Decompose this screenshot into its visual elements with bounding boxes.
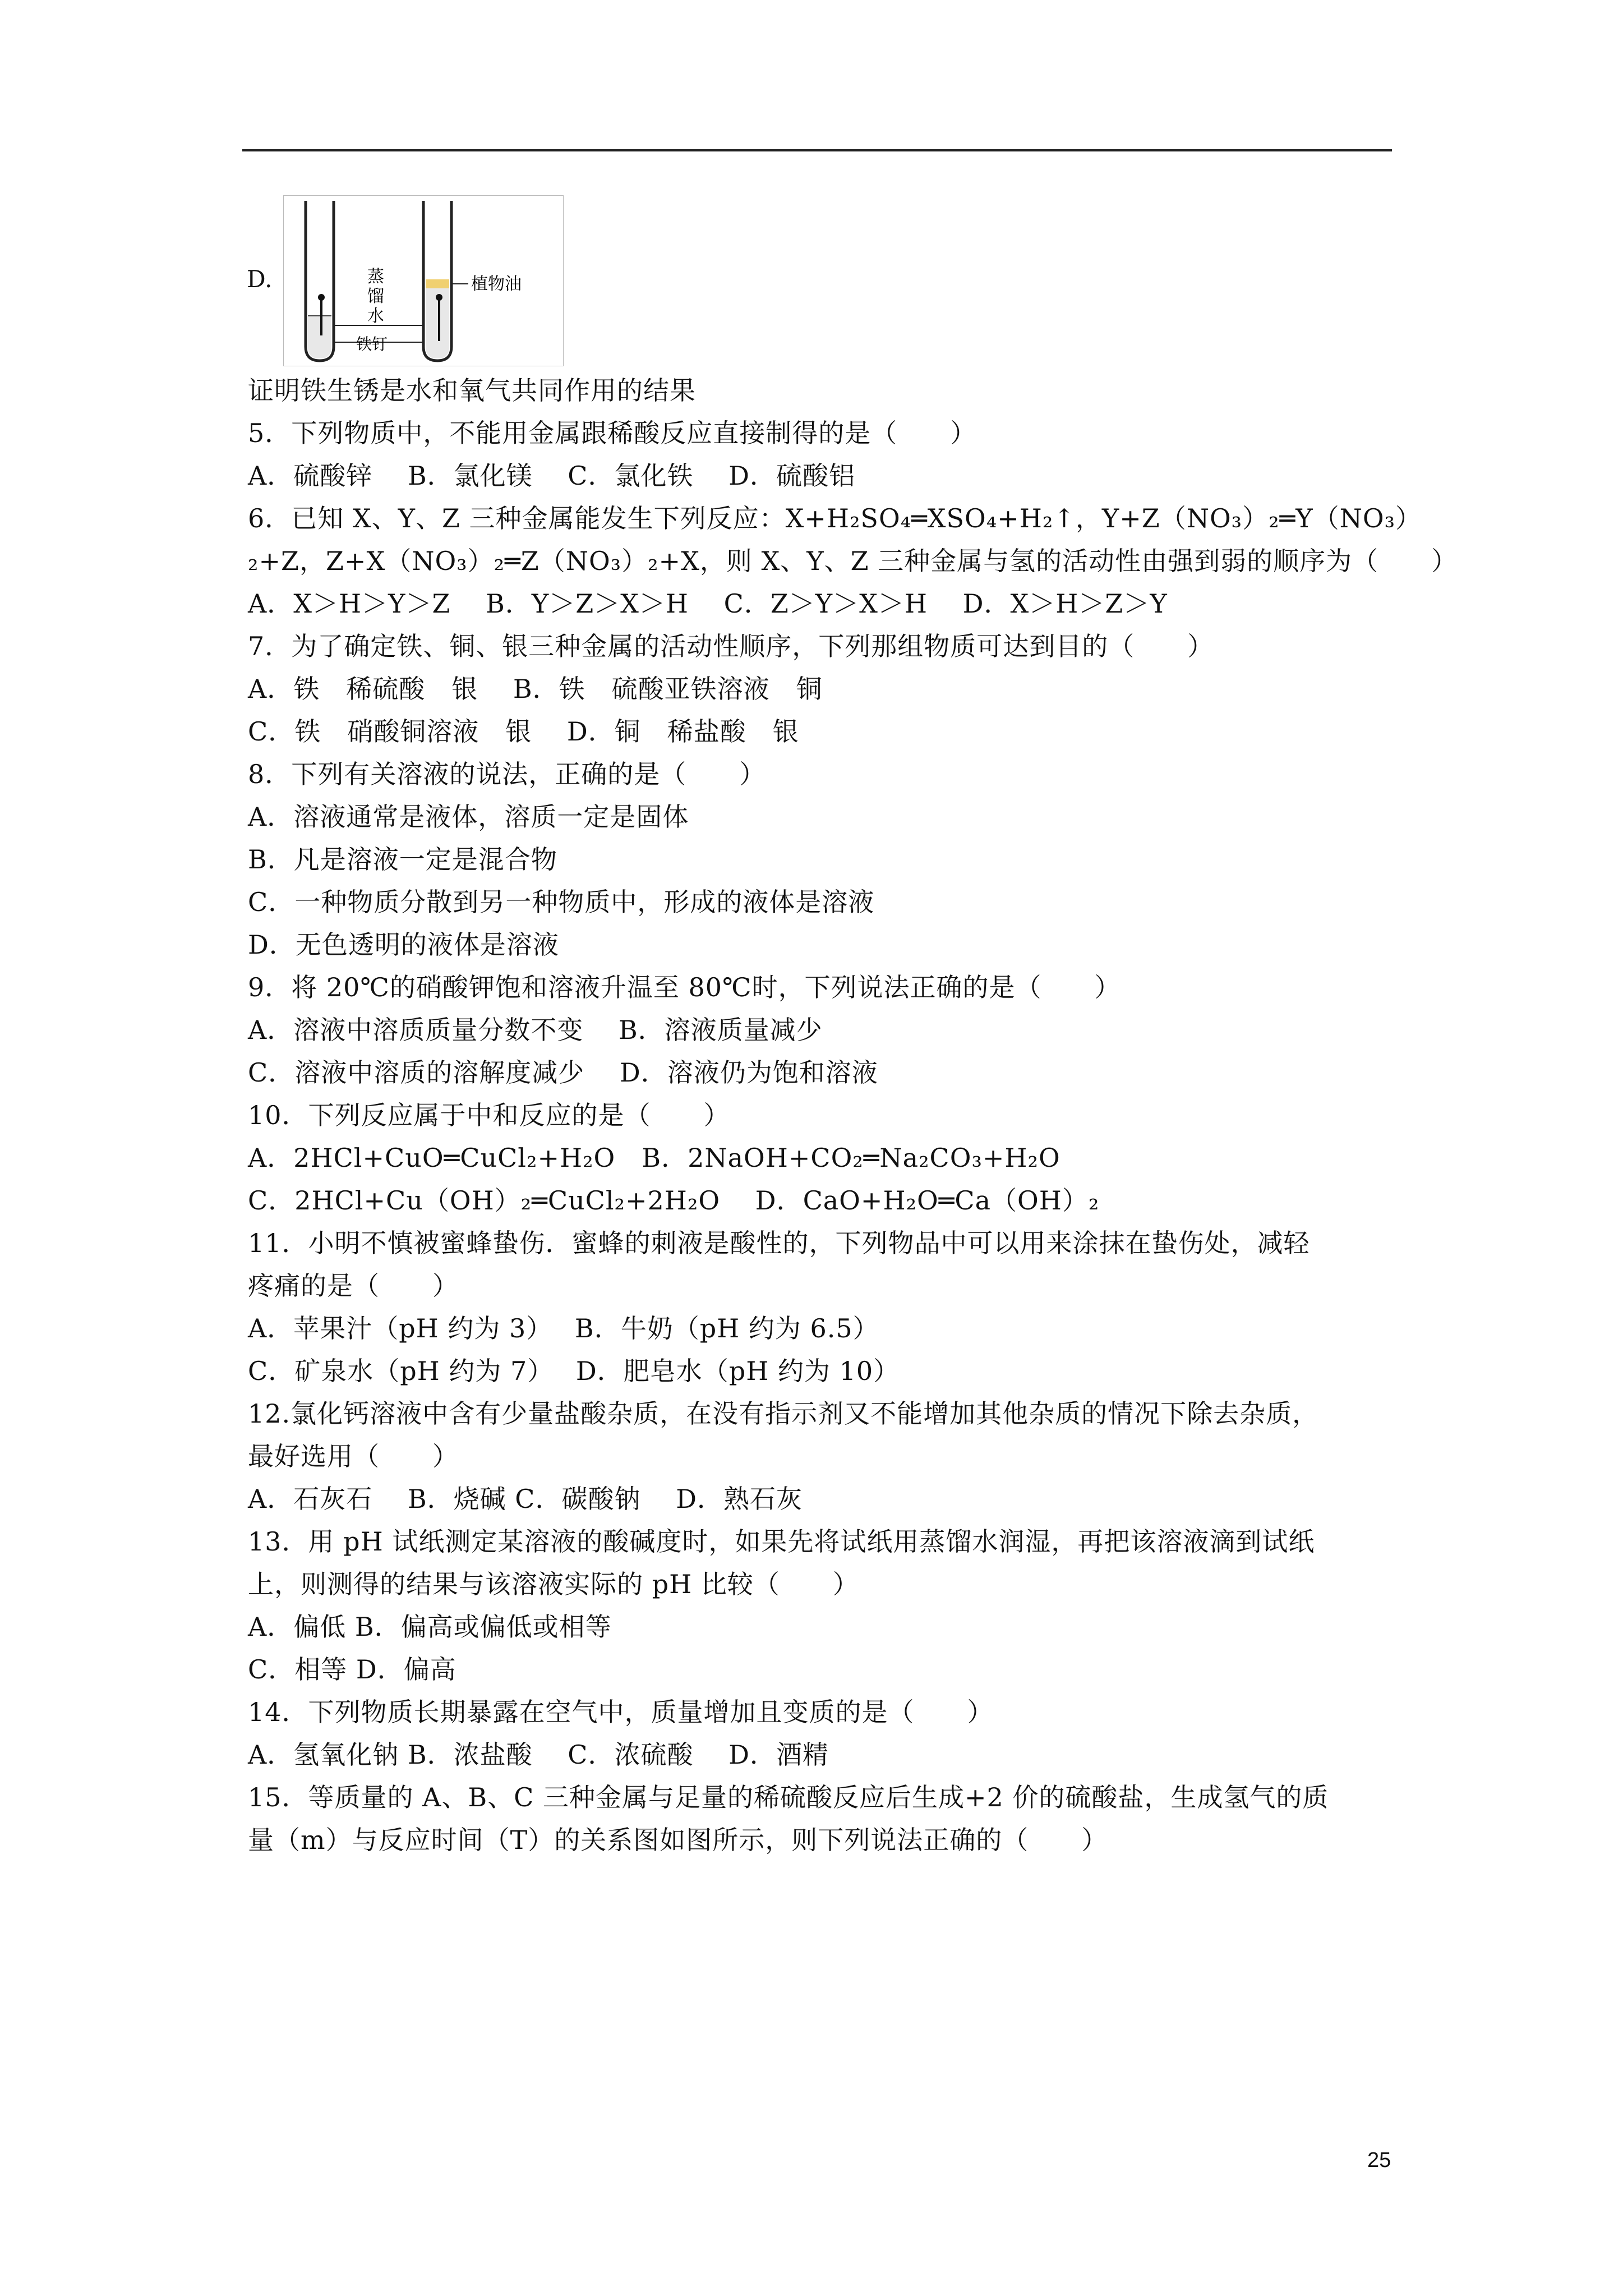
question-5: 5．下列物质中，不能用金属跟稀酸反应直接制得的是（ ）	[248, 418, 977, 448]
question-14-options: A．氢氧化钠 B．浓盐酸 C．浓硫酸 D．酒精	[248, 1740, 829, 1770]
question-7-options-cd: C．铁 硝酸铜溶液 银 D．铜 稀盐酸 银	[248, 716, 799, 747]
question-8-option-a: A．溶液通常是液体，溶质一定是固体	[248, 802, 689, 832]
question-6-options: A．X＞H＞Y＞Z B．Y＞Z＞X＞H C．Z＞Y＞X＞H D．X＞H＞Z＞Y	[248, 588, 1168, 619]
label-liu: 馏	[367, 287, 384, 306]
question-8-option-c: C．一种物质分散到另一种物质中，形成的液体是溶液	[248, 887, 875, 917]
question-11-options-ab: A．苹果汁（pH 约为 3） B．牛奶（pH 约为 6.5）	[248, 1313, 879, 1343]
label-iron-nail: 铁钉	[356, 335, 388, 353]
question-13-options-ab: A．偏低 B．偏高或偏低或相等	[248, 1612, 612, 1642]
question-15-cont: 量（m）与反应时间（T）的关系图如图所示，则下列说法正确的（ ）	[248, 1825, 1108, 1855]
question-15: 15．等质量的 A、B、C 三种金属与足量的稀硫酸反应后生成+2 价的硫酸盐，生成氢气的质	[248, 1782, 1329, 1812]
question-10-options-cd: C．2HCl+Cu（OH）₂═CuCl₂+2H₂O D．CaO+H₂O═Ca（OH）₂	[248, 1185, 1100, 1216]
header-rule	[242, 149, 1392, 151]
question-13-cont: 上，则测得的结果与该溶液实际的 pH 比较（ ）	[248, 1569, 859, 1599]
label-shui: 水	[367, 306, 384, 326]
question-8-option-b: B．凡是溶液一定是混合物	[248, 844, 557, 875]
question-7-options-ab: A．铁 稀硫酸 银 B．铁 硫酸亚铁溶液 铜	[248, 674, 823, 704]
question-8-option-d: D．无色透明的液体是溶液	[248, 930, 559, 960]
question-9: 9．将 20℃的硝酸钾饱和溶液升温至 80℃时，下列说法正确的是（ ）	[248, 972, 1121, 1002]
question-11: 11．小明不慎被蜜蜂蛰伤．蜜蜂的刺液是酸性的，下列物品中可以用来涂抹在蛰伤处，减轻	[248, 1228, 1310, 1258]
question-11-options-cd: C．矿泉水（pH 约为 7） D．肥皂水（pH 约为 10）	[248, 1356, 900, 1386]
page-number: 25	[1367, 2148, 1391, 2172]
question-6: 6．已知 X、Y、Z 三种金属能发生下列反应：X+H₂SO₄═XSO₄+H₂↑，Y+Z（NO₃）₂═Y（NO₃）	[248, 503, 1422, 533]
question-12-cont: 最好选用（ ）	[248, 1441, 459, 1471]
question-9-options-cd: C．溶液中溶质的溶解度减少 D．溶液仍为饱和溶液	[248, 1057, 878, 1088]
question-10: 10．下列反应属于中和反应的是（ ）	[248, 1100, 730, 1130]
text-line: 证明铁生锈是水和氧气共同作用的结果	[248, 375, 696, 406]
question-12-options: A．石灰石 B．烧碱 C．碳酸钠 D．熟石灰	[248, 1484, 803, 1514]
question-14: 14．下列物质长期暴露在空气中，质量增加且变质的是（ ）	[248, 1697, 994, 1727]
question-9-options-ab: A．溶液中溶质质量分数不变 B．溶液质量减少	[248, 1015, 823, 1045]
question-6-cont: ₂+Z，Z+X（NO₃）₂═Z（NO₃）₂+X，则 X、Y、Z 三种金属与氢的活动性由强到弱的顺序为（ ）	[248, 546, 1458, 576]
label-zheng: 蒸	[367, 267, 384, 287]
question-12: 12.氯化钙溶液中含有少量盐酸杂质，在没有指示剂又不能增加其他杂质的情况下除去杂质，	[248, 1398, 1319, 1429]
question-8: 8．下列有关溶液的说法，正确的是（ ）	[248, 759, 766, 789]
question-13-options-cd: C．相等 D．偏高	[248, 1654, 457, 1685]
question-5-options: A．硫酸锌 B．氯化镁 C．氯化铁 D．硫酸铝	[248, 461, 855, 491]
option-d-label: D.	[247, 265, 273, 293]
question-7: 7．为了确定铁、铜、银三种金属的活动性顺序，下列那组物质可达到目的（ ）	[248, 631, 1214, 661]
question-13: 13．用 pH 试纸测定某溶液的酸碱度时，如果先将试纸用蒸馏水润湿，再把该溶液滴到试纸	[248, 1526, 1315, 1557]
label-vegetable-oil: 植物油	[471, 274, 522, 294]
question-11-cont: 疼痛的是（ ）	[248, 1271, 459, 1301]
test-tube-figure	[283, 195, 564, 366]
question-10-options-ab: A．2HCl+CuO═CuCl₂+H₂O B．2NaOH+CO₂═Na₂CO₃+H₂O	[248, 1143, 1061, 1173]
